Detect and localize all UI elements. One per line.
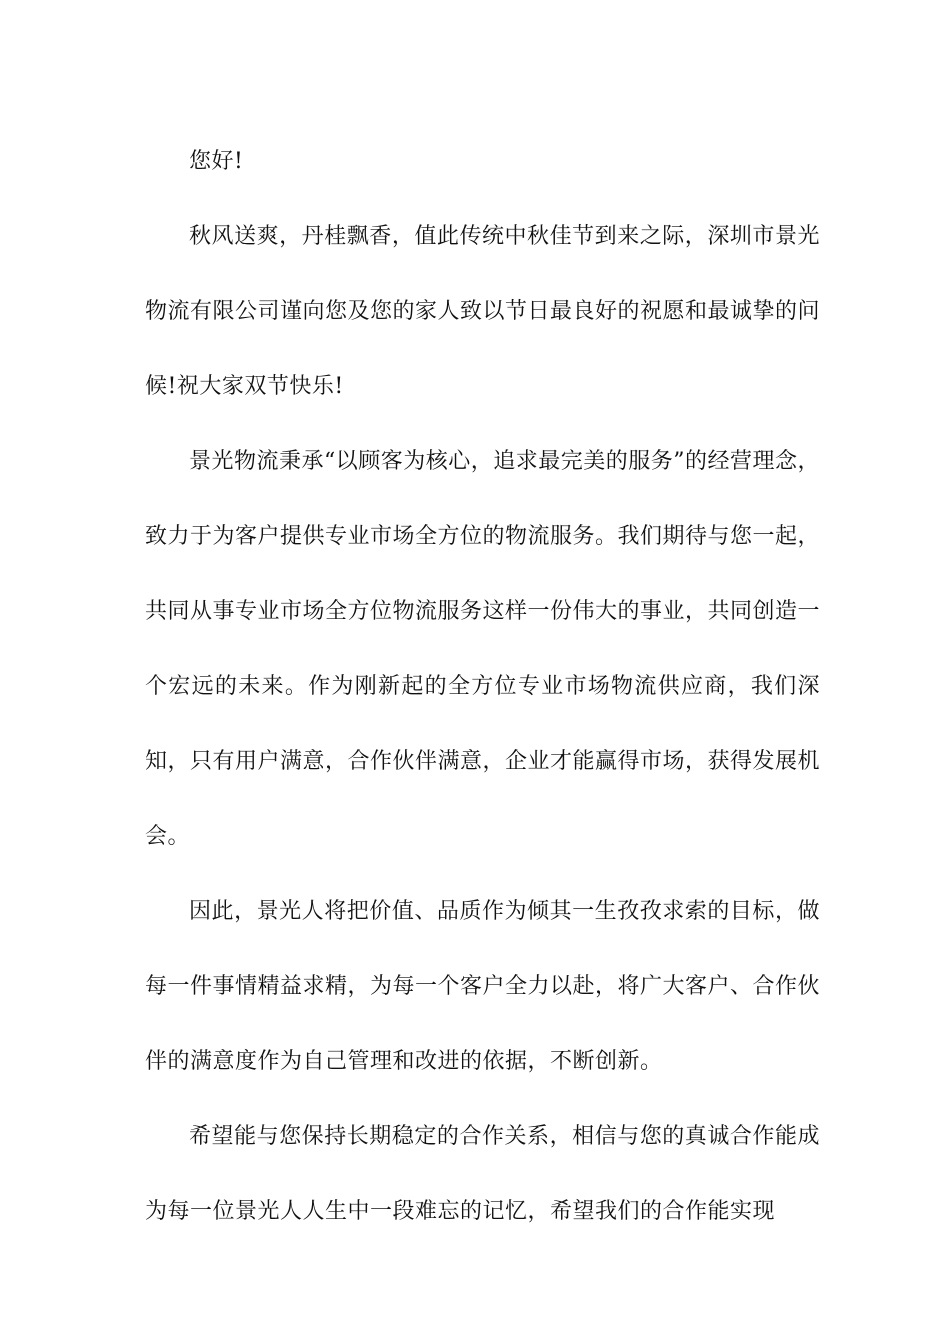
paragraph-company-philosophy: 景光物流秉承“以顾客为核心，追求最完美的服务”的经营理念，致力于为客户提供专业市场全方位的物流服务。我们期待与您一起，共同从事专业市场全方位物流服务这样一份伟大的事业，共同创造一个宏远的未来。作为刚新起的全方位专业市场物流供应商，我们深知，只有用户满意，合作伙伴满意，企业才能赢得市场，获得发展机会。 <box>145 449 821 849</box>
letter-body <box>145 124 820 1249</box>
paragraph-goals: 因此，景光人将把价值、品质作为倾其一生孜孜求索的目标，做每一件事情精益求精，为每一个客户全力以赴，将广大客户、合作伙伴的满意度作为自己管理和改进的依据，不断创新。 <box>145 899 821 1074</box>
paragraph-festival-wishes: 秋风送爽，丹桂飘香，值此传统中秋佳节到来之际，深圳市景光物流有限公司谨向您及您的家人致以节日最良好的祝愿和最诚挚的问候!祝大家双节快乐! <box>145 224 821 399</box>
greeting: 您好! <box>189 149 244 174</box>
paragraph-cooperation-hope: 希望能与您保持长期稳定的合作关系，相信与您的真诚合作能成为每一位景光人人生中一段难忘的记忆，希望我们的合作能实现 <box>145 1124 820 1224</box>
